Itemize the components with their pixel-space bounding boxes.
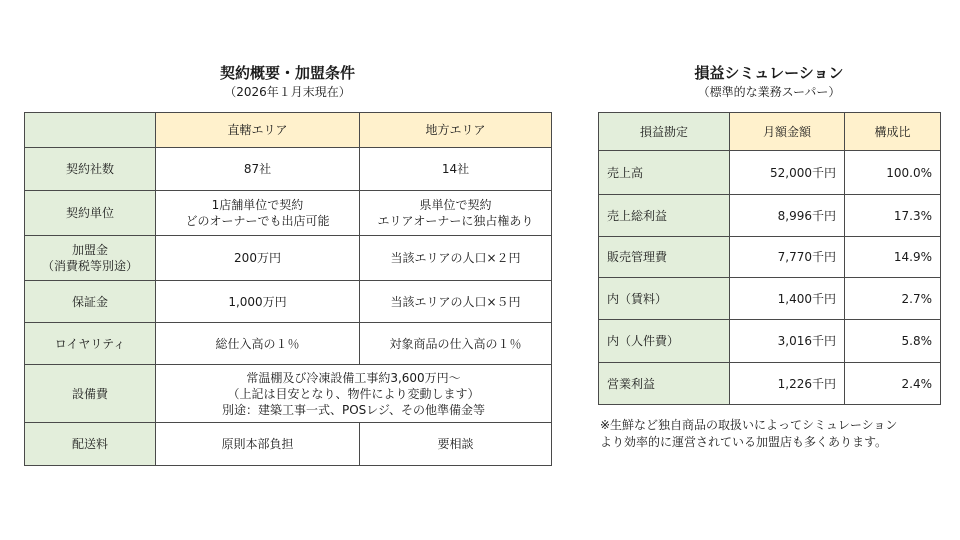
contract-regional-cell-line: 当該エリアの人口×５円 xyxy=(390,294,521,309)
contract-row-label xyxy=(25,323,156,365)
pl-subtitle: （標準的な業務スーパー） xyxy=(697,85,841,99)
pl-header-ratio: 構成比 xyxy=(845,113,941,151)
contract-regional-cell xyxy=(360,323,552,365)
contract-header-blank xyxy=(25,113,156,148)
pl-ratio-cell: 2.4% xyxy=(845,363,941,405)
pl-row xyxy=(599,237,941,278)
contract-direct-cell-line: 87社 xyxy=(243,162,272,176)
contract-row-label-line: 加盟金 xyxy=(71,243,108,257)
contract-title: 契約概要・加盟条件 xyxy=(219,64,355,82)
contract-direct-cell-line: 1店舗単位で契約 xyxy=(211,198,304,212)
contract-regional-cell-line: 14社 xyxy=(441,162,470,176)
contract-panel xyxy=(24,62,551,451)
contract-direct-cell-line: 総仕入高の１％ xyxy=(215,336,300,351)
contract-regional-cell-line: 対象商品の仕入高の１％ xyxy=(389,336,522,351)
contract-direct-cell xyxy=(156,423,360,466)
contract-row-label-line: 契約単位 xyxy=(65,206,114,220)
pl-amount-cell: 1,226千円 xyxy=(730,363,845,405)
contract-merged-cell xyxy=(156,365,552,423)
contract-row-label-line: （消費税等別途） xyxy=(41,259,138,273)
contract-direct-cell xyxy=(156,281,360,323)
pl-row xyxy=(599,195,941,237)
contract-row-label-line: ロイヤリティ xyxy=(54,336,126,351)
pl-panel xyxy=(598,62,940,449)
pl-item-cell: 売上高 xyxy=(599,151,730,195)
pl-amount-cell: 1,400千円 xyxy=(730,278,845,320)
pl-ratio-cell: 5.8% xyxy=(845,320,941,363)
pl-row xyxy=(599,151,941,195)
contract-regional-cell xyxy=(360,236,552,281)
contract-regional-cell xyxy=(360,423,552,466)
contract-subtitle: （2026年１月末現在） xyxy=(224,85,351,99)
contract-row xyxy=(25,236,552,281)
contract-row-label xyxy=(25,423,156,466)
contract-row xyxy=(25,191,552,236)
contract-row-label xyxy=(25,365,156,423)
contract-direct-cell-line: 原則本部負担 xyxy=(221,437,294,451)
contract-direct-cell-line: どのオーナーでも出店可能 xyxy=(185,214,330,228)
contract-header-regional: 地方エリア xyxy=(360,113,552,148)
contract-regional-cell xyxy=(360,191,552,236)
contract-row xyxy=(25,281,552,323)
contract-direct-cell xyxy=(156,191,360,236)
contract-row xyxy=(25,323,552,365)
contract-row-label xyxy=(25,191,156,236)
contract-regional-cell-line: 県単位で契約 xyxy=(419,198,492,212)
pl-amount-cell: 3,016千円 xyxy=(730,320,845,363)
pl-note-line: ※生鮮など独自商品の取扱いによってシミュレーション xyxy=(600,418,898,432)
pl-ratio-cell: 14.9% xyxy=(845,237,941,278)
contract-direct-cell xyxy=(156,148,360,191)
contract-direct-cell-line: 200万円 xyxy=(234,251,281,265)
contract-row-label xyxy=(25,236,156,281)
contract-row xyxy=(25,365,552,423)
contract-merged-cell-line: 別途：建築工事一式、POSレジ、その他準備金等 xyxy=(221,402,486,417)
contract-row-label xyxy=(25,148,156,191)
pl-note xyxy=(600,417,940,451)
pl-item-cell: 内（賃料） xyxy=(599,278,730,320)
contract-merged-cell-line: 常温棚及び冷凍設備工事約3,600万円～ xyxy=(246,370,461,385)
contract-header-direct: 直轄エリア xyxy=(156,113,360,148)
pl-item-cell: 営業利益 xyxy=(599,363,730,405)
contract-row-label-line: 契約社数 xyxy=(65,162,114,176)
pl-header-amount: 月額金額 xyxy=(730,113,845,151)
contract-row xyxy=(25,148,552,191)
pl-title: 損益シミュレーション xyxy=(694,64,844,82)
pl-header-item: 損益勘定 xyxy=(599,113,730,151)
contract-regional-cell-line: エリアオーナーに独占権あり xyxy=(377,214,534,228)
pl-ratio-cell: 2.7% xyxy=(845,278,941,320)
contract-regional-cell xyxy=(360,148,552,191)
pl-amount-cell: 8,996千円 xyxy=(730,195,845,237)
pl-header-row xyxy=(599,113,941,151)
pl-table xyxy=(598,112,941,405)
contract-row-label xyxy=(25,281,156,323)
contract-direct-cell xyxy=(156,323,360,365)
contract-merged-cell-line: （上記は目安となり、物件により変動します） xyxy=(227,386,480,401)
pl-amount-cell: 52,000千円 xyxy=(730,151,845,195)
contract-table xyxy=(24,112,552,466)
contract-regional-cell xyxy=(360,281,552,323)
pl-item-cell: 内（人件費） xyxy=(599,320,730,363)
pl-amount-cell: 7,770千円 xyxy=(730,237,845,278)
contract-direct-cell xyxy=(156,236,360,281)
contract-row-label-line: 保証金 xyxy=(71,294,108,309)
pl-item-cell: 販売管理費 xyxy=(599,237,730,278)
pl-row xyxy=(599,320,941,363)
pl-note-line: より効率的に運営されている加盟店も多くあります。 xyxy=(600,435,888,449)
contract-regional-cell-line: 当該エリアの人口×２円 xyxy=(390,251,521,265)
pl-ratio-cell: 100.0% xyxy=(845,151,941,195)
contract-row-label-line: 設備費 xyxy=(71,386,108,401)
contract-direct-cell-line: 1,000万円 xyxy=(228,294,287,309)
pl-ratio-cell: 17.3% xyxy=(845,195,941,237)
contract-row-label-line: 配送料 xyxy=(71,437,108,451)
contract-regional-cell-line: 要相談 xyxy=(437,437,474,451)
pl-item-cell: 売上総利益 xyxy=(599,195,730,237)
contract-header-row xyxy=(25,113,552,148)
pl-row xyxy=(599,278,941,320)
contract-row xyxy=(25,423,552,466)
pl-row xyxy=(599,363,941,405)
